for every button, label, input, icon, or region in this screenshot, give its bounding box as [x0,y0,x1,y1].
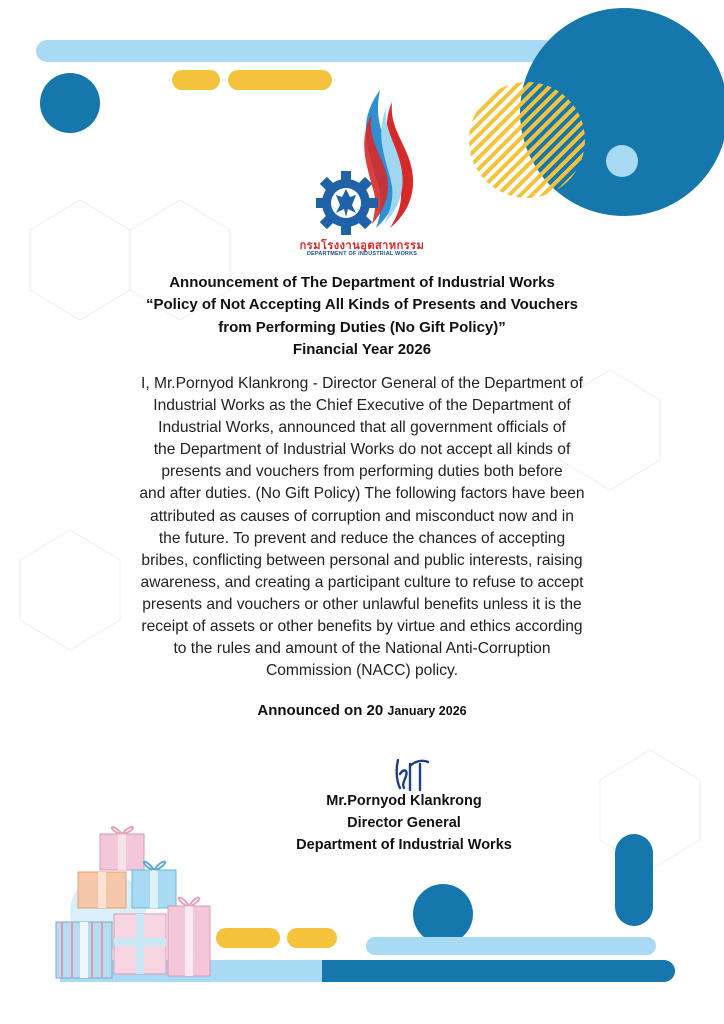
body-line: presents and vouchers from performing duties both before [161,463,563,481]
announcement-body [60,373,664,682]
body-line: attributed as causes of corruption and misconduct now and in [150,507,574,525]
announcement-heading [60,272,664,361]
body-line: Commission (NACC) policy. [265,662,459,680]
signatory-department: Department of Industrial Works [296,837,512,853]
bottom-mid-circle [413,884,473,944]
announcement-date [60,702,664,719]
right-vertical-pill [615,834,653,926]
bottom-light-bar [366,937,656,955]
heading-line-2: “Policy of Not Accepting All Kinds of Presents and Vouchers [145,296,578,314]
bottom-dark-bar [320,960,675,982]
announced-prefix: Announced on 20 [257,702,384,719]
body-line: presents and vouchers or other unlawful benefits unless it is the [142,595,582,613]
heading-line-1: Announcement of The Department of Industrial Works [169,274,555,291]
body-line: and after duties. (No Gift Policy) The following factors have been [139,485,585,503]
body-line: bribes, conflicting between personal and public interests, raising [141,551,583,569]
small-light-circle [606,145,638,177]
body-line: to the rules and amount of the National Anti-Corruption [173,640,551,658]
bottom-yellow-pill-2 [287,928,337,948]
signatory-name: Mr.Pornyod Klankrong [326,793,482,809]
top-left-circle [40,73,100,133]
body-line: I, Mr.Pornyod Klankrong - Director General of the Department of [140,375,584,392]
announced-date-rest: January 2026 [387,704,467,718]
top-yellow-pill-1 [172,70,220,90]
heading-line-3: from Performing Duties (No Gift Policy)” [218,318,506,336]
body-line: awareness, and creating a participant culture to refuse to accept [140,573,584,591]
heading-line-4: Financial Year 2026 [292,340,432,358]
body-line: receipt of assets or other benefits by virtue and ethics according [141,618,583,636]
signatory-block [200,790,608,856]
top-light-bar [36,40,556,62]
bottom-yellow-pill-1 [216,928,280,948]
signatory-title: Director General [347,815,461,831]
body-line: the Department of Industrial Works do not accept all kinds of [153,441,571,459]
logo-english-name: DEPARTMENT OF INDUSTRIAL WORKS [306,251,418,257]
logo-thai-name: กรมโรงงานอุตสาหกรรม [299,240,425,252]
body-line: Industrial Works as the Chief Executive of the Department of [153,397,571,415]
body-line: the future. To prevent and reduce the chances of accepting [158,529,566,547]
gift-boxes-illustration [48,822,218,982]
signature-icon [390,754,438,794]
body-line: Industrial Works, announced that all government officials of [158,419,566,437]
